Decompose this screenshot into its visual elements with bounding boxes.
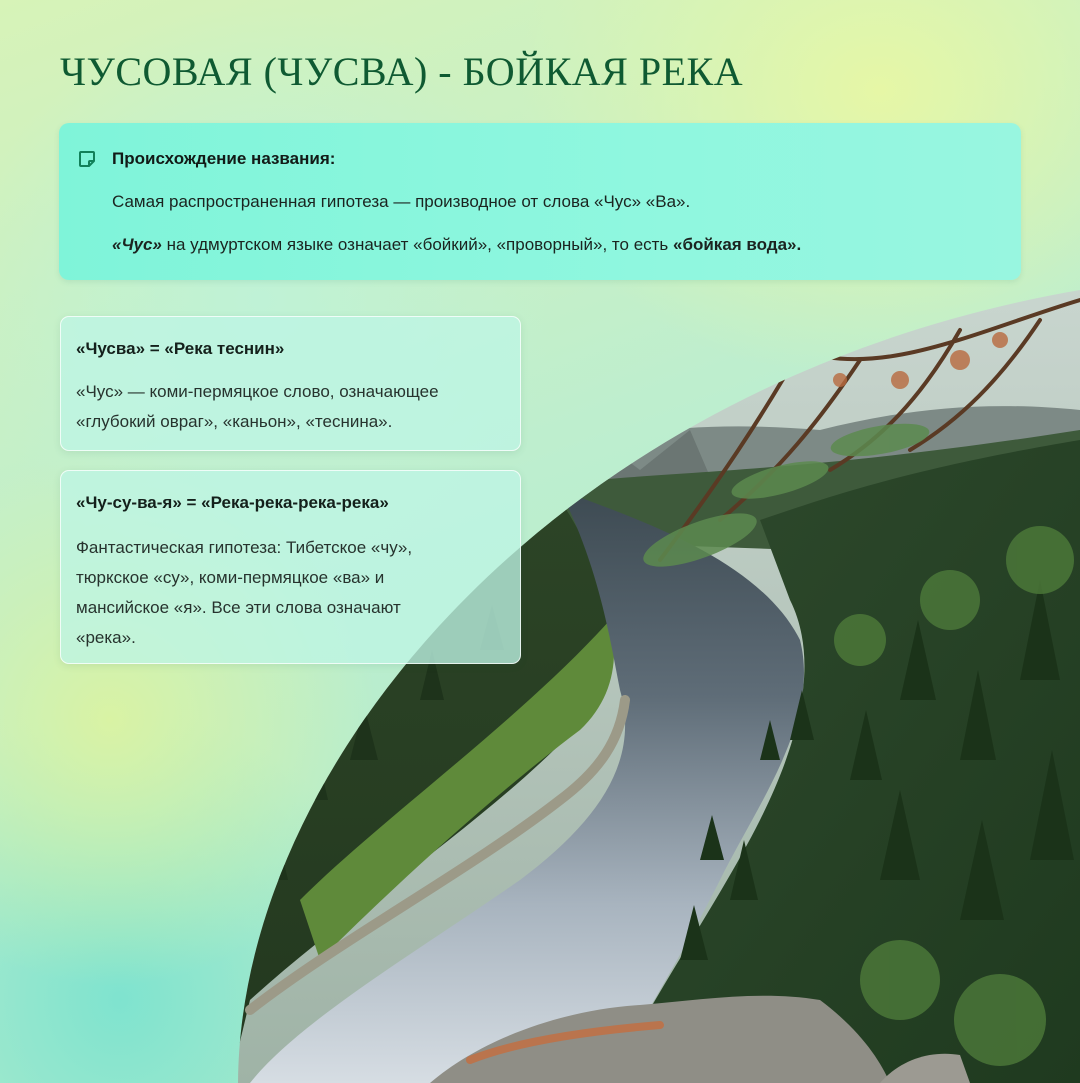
card-text bbox=[76, 377, 439, 437]
card-text-line: «глубокий овраг», «каньон», «теснина». bbox=[76, 412, 393, 431]
card-text-line: «река». bbox=[76, 628, 136, 647]
card-title: «Чусва» = «Река теснин» bbox=[76, 339, 285, 358]
card-text-line: «Чус» — коми-пермяцкое слово, означающее bbox=[76, 382, 439, 401]
page-title: ЧУСОВАЯ (ЧУСВА) - БОЙКАЯ РЕКА bbox=[60, 49, 744, 94]
card-text-line: тюркское «су», коми-пермяцкое «ва» и bbox=[76, 568, 385, 587]
origin-heading: Происхождение названия: bbox=[112, 149, 336, 168]
card-text-line: Фантастическая гипотеза: Тибетское «чу», bbox=[76, 538, 413, 557]
hypothesis-card-rivers-of-gorges bbox=[60, 316, 521, 451]
chus-term: «Чус» bbox=[112, 235, 162, 254]
card-title: «Чу-су-ва-я» = «Река-река-река-река» bbox=[76, 493, 389, 512]
card-text bbox=[76, 533, 412, 653]
hypothesis-card-river-river bbox=[60, 470, 521, 664]
boikaya-voda-term: «бойкая вода». bbox=[673, 235, 802, 254]
origin-paragraph-2-text: на удмуртском языке означает «бойкий», «проворный», то есть bbox=[161, 235, 674, 254]
card-text-line: мансийское «я». Все эти слова означают bbox=[76, 598, 401, 617]
origin-paragraph-1: Самая распространенная гипотеза — производное от слова «Чус» «Ва». bbox=[112, 192, 691, 211]
